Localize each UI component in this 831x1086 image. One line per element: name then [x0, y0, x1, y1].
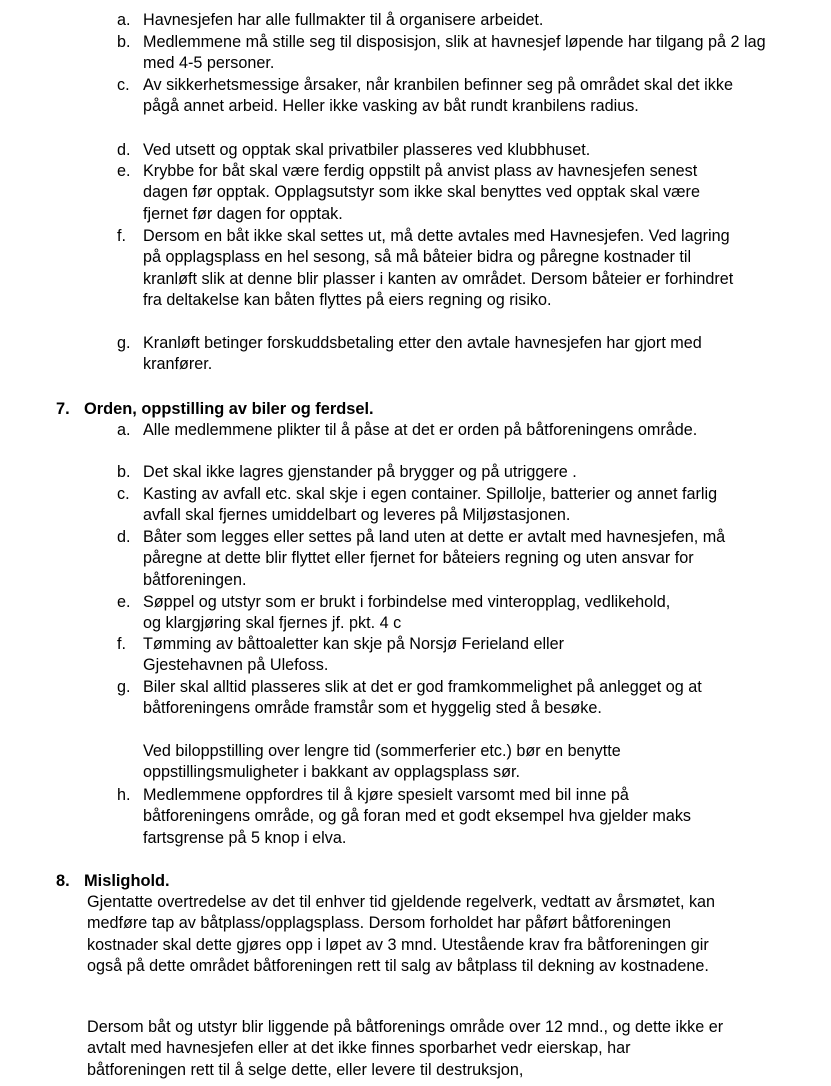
list-marker: a. [117, 11, 131, 29]
list-item-text: Medlemmene må stille seg til disposisjon, slik at havnesjef løpende har tilgang på 2 lag med 4-5 personer. [143, 33, 766, 73]
list-item-text: Det skal ikke lagres gjenstander på brygger og på utriggere . [143, 463, 577, 481]
list-marker: b. [117, 33, 131, 51]
list-item-text: Kranløft betinger forskuddsbetaling etter den avtale havnesjefen har gjort med kranfører. [143, 334, 702, 374]
list-item-text: Biler skal alltid plasseres slik at det er god framkommelighet på anlegget og at båtforeningens område framstår som et hyggelig sted å besøke. [143, 678, 702, 718]
list-marker: d. [117, 141, 131, 159]
list-item-text: Alle medlemmene plikter til å påse at det er orden på båtforeningens område. [143, 421, 698, 439]
list-item-text: Båter som legges eller settes på land uten at dette er avtalt med havnesjefen, må påregne at dette blir flyttet eller fjernet for båteiers regning og uten ansvar for båtforeningen. [143, 528, 726, 589]
list-item-text: Ved utsett og opptak skal privatbiler plasseres ved klubbhuset. [143, 141, 591, 159]
section-8-title: Mislighold. [84, 872, 170, 890]
section-7-title: Orden, oppstilling av biler og ferdsel. [84, 400, 374, 418]
section-8-paragraph-1: Gjentatte overtredelse av det til enhver tid gjeldende regelverk, vedtatt av årsmøtet, kan medføre tap av båtplass/opplagsplass. Dersom forholdet har påført båtforeningen kostnader skal dette gjøres opp i løpet av 3 mnd. Utestående krav fra båtforeningen gir også på dette området båtforeningen rett til salg av båtplass til dekning av kostnadene. [87, 893, 716, 976]
list-marker: e. [117, 162, 131, 180]
section-8-number: 8. [56, 872, 70, 890]
list-item-text: Av sikkerhetsmessige årsaker, når kranbilen befinner seg på området skal det ikke pågå annet arbeid. Heller ikke vasking av båt rundt kranbilens radius. [143, 76, 733, 116]
list-item-extra-text: Ved biloppstilling over lengre tid (sommerferier etc.) bør en benytte oppstillingsmuligheter i bakkant av opplagsplass sør. [143, 742, 621, 782]
list-marker: c. [117, 76, 130, 94]
list-item-text: Dersom en båt ikke skal settes ut, må dette avtales med Havnesjefen. Ved lagring på opplagsplass en hel sesong, så må båteier bidra og påregne kostnader til kranløft slik at denne blir plasser i kanten av området. Dersom båteier er forhindret fra deltakelse kan båten flyttes på eiers regning og risiko. [143, 227, 734, 310]
list-item-text: Søppel og utstyr som er brukt i forbindelse med vinteropplag, vedlikehold, og klargjøring skal fjernes jf. pkt. 4 c [143, 593, 671, 633]
list-marker: e. [117, 593, 131, 611]
list-marker: f. [117, 635, 126, 653]
list-marker: h. [117, 786, 131, 804]
list-marker: c. [117, 485, 130, 503]
list-marker: f. [117, 227, 126, 245]
list-item-text: Havnesjefen har alle fullmakter til å organisere arbeidet. [143, 11, 544, 29]
list-marker: b. [117, 463, 131, 481]
list-item-text: Kasting av avfall etc. skal skje i egen container. Spillolje, batterier og annet farlig avfall skal fjernes umiddelbart og leveres på Miljøstasjonen. [143, 485, 718, 525]
list-marker: g. [117, 334, 131, 352]
list-item-text: Tømming av båttoaletter kan skje på Norsjø Ferieland eller Gjestehavnen på Ulefoss. [143, 635, 565, 675]
section-8-paragraph-2: Dersom båt og utstyr blir liggende på båtforenings område over 12 mnd., og dette ikke er avtalt med havnesjefen eller at det ikke finnes sporbarhet vedr eierskap, har båtforeningen rett til å selge dette, eller levere til destruksjon, [87, 1018, 724, 1079]
list-marker: g. [117, 678, 131, 696]
list-item-text: Medlemmene oppfordres til å kjøre spesielt varsomt med bil inne på båtforeningens område, og gå foran med et godt eksempel hva gjelder maks fartsgrense på 5 knop i elva. [143, 786, 692, 847]
list-marker: a. [117, 421, 131, 439]
section-7-number: 7. [56, 400, 70, 418]
list-marker: d. [117, 528, 131, 546]
list-item-text: Krybbe for båt skal være ferdig oppstilt på anvist plass av havnesjefen senest dagen før opptak. Opplagsutstyr som ikke skal benyttes ved opptak skal være fjernet før dagen for opptak. [143, 162, 700, 223]
